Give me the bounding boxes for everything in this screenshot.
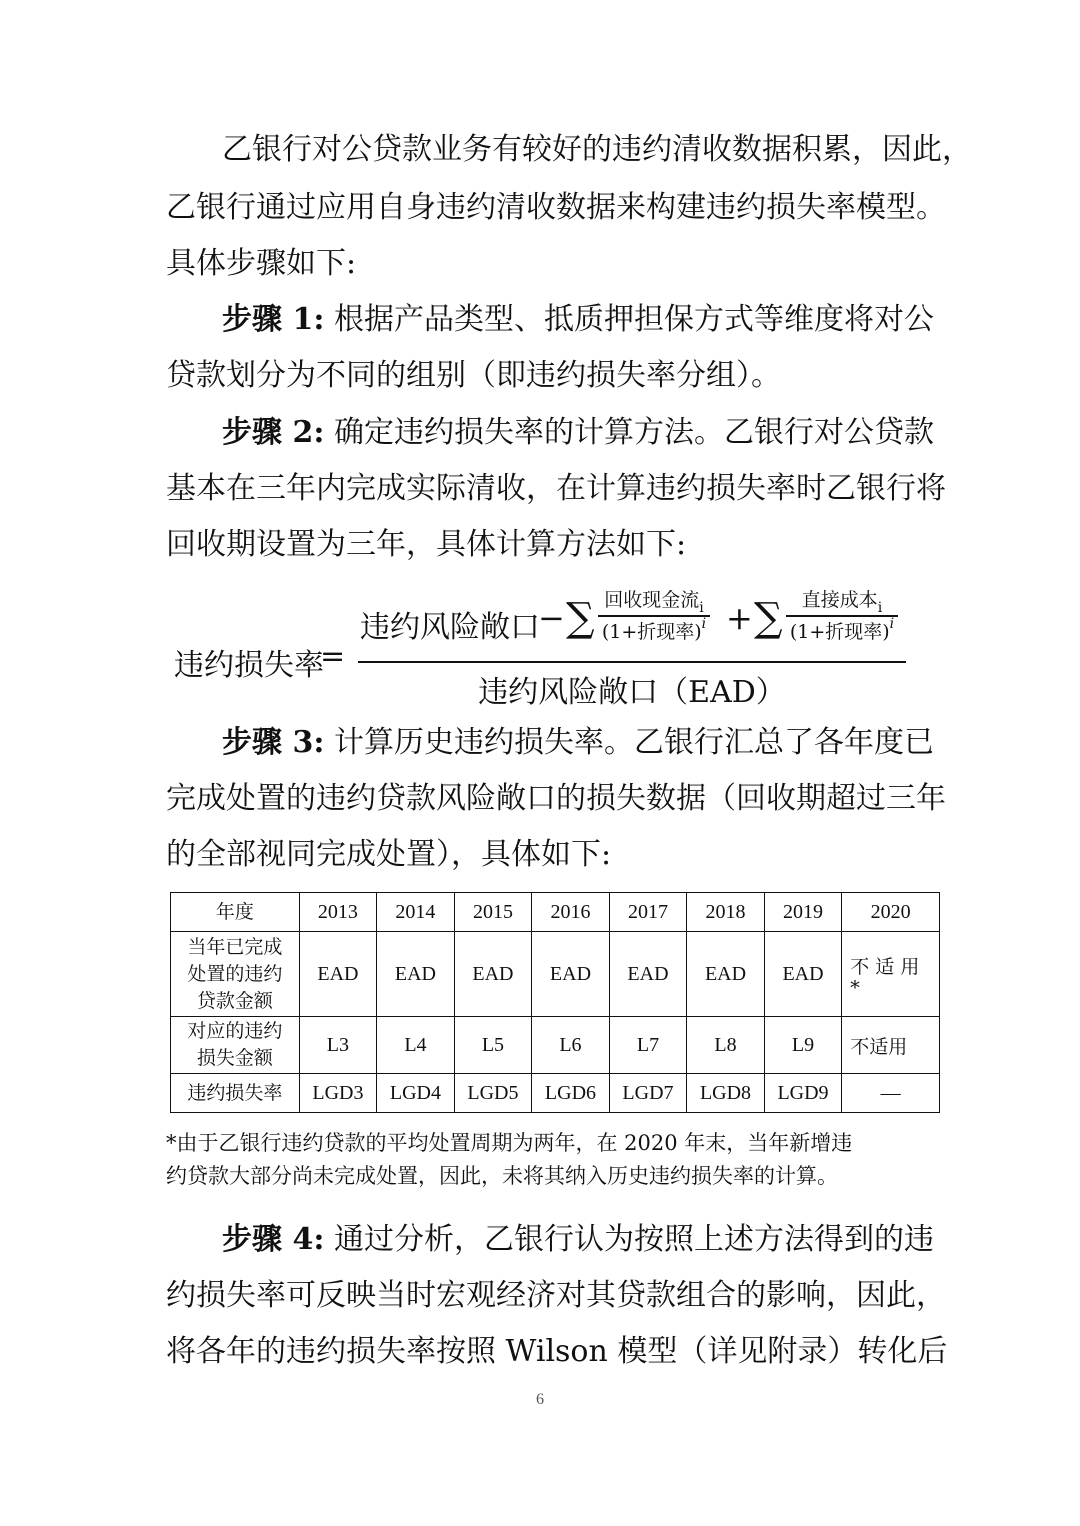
row-label-lgd: 违约损失率 — [171, 1074, 300, 1113]
table-cell: L6 — [532, 1017, 610, 1074]
minus-sign: − — [538, 599, 565, 637]
fraction-cost-top: 直接成本 — [801, 589, 878, 611]
row-label-ead — [171, 932, 300, 1017]
fraction-cost-bottom: (1+折现率) — [789, 620, 890, 643]
step4-line-2: 约损失率可反映当时宏观经济对其贷款组合的影响，因此， — [166, 1278, 946, 1313]
main-fraction-bar — [358, 661, 906, 663]
page-number: 6 — [536, 1391, 544, 1408]
step2-label: 步骤 2: — [222, 415, 325, 450]
table-header-cell: 2013 — [299, 893, 377, 932]
step2-text-1: 确定违约损失率的计算方法。乙银行对公贷款 — [333, 415, 934, 450]
table-cell: LGD6 — [532, 1074, 610, 1113]
step3-line-1 — [222, 723, 934, 763]
table-header-row — [171, 893, 940, 932]
table-cell: LGD7 — [609, 1074, 687, 1113]
fraction-recovery-bottom: (1+折现率) — [601, 620, 702, 643]
table-cell: EAD — [377, 932, 455, 1017]
step1-text-1: 根据产品类型、抵质押担保方式等维度将对公 — [333, 302, 934, 337]
step4-text-1: 通过分析，乙银行认为按照上述方法得到的违 — [333, 1222, 934, 1257]
table-cell: EAD — [609, 932, 687, 1017]
lgd-formula — [170, 585, 930, 710]
row-label-line: 当年已完成 — [187, 935, 283, 958]
table-header-cell: 2016 — [532, 893, 610, 932]
table-row — [171, 1074, 940, 1113]
formula-lhs: 违约损失率 — [174, 648, 324, 683]
step2-line-2: 基本在三年内完成实际清收，在计算违约损失率时乙银行将 — [166, 471, 946, 506]
table-cell: L8 — [687, 1017, 765, 1074]
subscript-i: i — [877, 600, 883, 616]
row-label-line: 损失金额 — [196, 1047, 273, 1069]
table-cell: L3 — [299, 1017, 377, 1074]
row-label-line: 贷款金额 — [196, 989, 273, 1012]
table-header-cell: 2014 — [377, 893, 455, 932]
table-cell: L7 — [609, 1017, 687, 1074]
table-cell: 不适用 — [842, 1017, 940, 1074]
table-cell: EAD — [764, 932, 842, 1017]
formula-equals: = — [320, 639, 346, 674]
table-cell: L9 — [764, 1017, 842, 1074]
exponent-i: i — [701, 615, 707, 632]
intro-line-3: 具体步骤如下: — [166, 246, 357, 281]
footnote-marker: * — [850, 976, 860, 999]
table-header-cell: 年度 — [171, 893, 300, 932]
row-label-line: 对应的违约 — [187, 1020, 283, 1042]
fraction-recovery-top: 回收现金流 — [604, 589, 700, 611]
table-header-cell: 2018 — [687, 893, 765, 932]
step2-line-3: 回收期设置为三年，具体计算方法如下: — [166, 527, 687, 562]
table-cell: EAD — [687, 932, 765, 1017]
plus-sign: + — [726, 599, 753, 637]
fraction-recovery — [594, 585, 714, 645]
row-label-loss — [171, 1017, 300, 1074]
step1-line-2: 贷款划分为不同的组别（即违约损失率分组）。 — [166, 358, 781, 393]
table-cell: L5 — [454, 1017, 532, 1074]
table-header-cell: 2015 — [454, 893, 532, 932]
table-cell: LGD3 — [299, 1074, 377, 1113]
footnote-line-2: 约贷款大部分尚未完成处置，因此，未将其纳入历史违约损失率的计算。 — [166, 1164, 838, 1188]
cell-line: 不 适 用 — [850, 955, 920, 978]
table-row — [171, 1017, 940, 1074]
table-cell: — — [842, 1074, 940, 1113]
table-cell: LGD8 — [687, 1074, 765, 1113]
table-header-cell: 2020 — [842, 893, 940, 932]
step3-label: 步骤 3: — [222, 725, 325, 760]
numerator-ead: 违约风险敞口 — [360, 610, 540, 645]
table-cell: L4 — [377, 1017, 455, 1074]
step3-line-3: 的全部视同完成处置），具体如下: — [166, 837, 612, 872]
table-cell: EAD — [454, 932, 532, 1017]
step1-line-1 — [222, 300, 934, 340]
table-cell: LGD5 — [454, 1074, 532, 1113]
step4-line-1 — [222, 1220, 934, 1260]
sigma-symbol-2: ∑ — [754, 595, 783, 641]
step4-label: 步骤 4: — [222, 1222, 325, 1257]
row-label-line: 处置的违约 — [187, 962, 283, 985]
lgd-history-table — [170, 892, 940, 1113]
step2-line-1 — [222, 413, 934, 453]
table-header-cell: 2017 — [609, 893, 687, 932]
formula-numerator — [358, 585, 906, 661]
table-cell: EAD — [532, 932, 610, 1017]
step3-text-1: 计算历史违约损失率。乙银行汇总了各年度已 — [333, 725, 934, 760]
table-header-cell: 2019 — [764, 893, 842, 932]
step1-label: 步骤 1: — [222, 302, 325, 337]
formula-denominator: 违约风险敞口（EAD） — [478, 675, 786, 710]
table-cell: EAD — [299, 932, 377, 1017]
footnote-line-1: *由于乙银行违约贷款的平均处置周期为两年，在 2020 年末，当年新增违 — [166, 1131, 853, 1155]
exponent-i: i — [889, 615, 895, 632]
intro-line-1: 乙银行对公贷款业务有较好的违约清收数据积累，因此， — [222, 132, 972, 167]
intro-line-2: 乙银行通过应用自身违约清收数据来构建违约损失率模型。 — [166, 190, 946, 225]
table-cell: LGD9 — [764, 1074, 842, 1113]
step4-line-3: 将各年的违约损失率按照 Wilson 模型（详见附录）转化后 — [166, 1334, 948, 1369]
sigma-symbol-1: ∑ — [566, 595, 595, 641]
subscript-i: i — [699, 600, 704, 616]
table-row — [171, 932, 940, 1017]
table-cell: LGD4 — [377, 1074, 455, 1113]
fraction-cost — [782, 585, 902, 645]
table-cell-not-applicable — [842, 932, 940, 1017]
step3-line-2: 完成处置的违约贷款风险敞口的损失数据（回收期超过三年 — [166, 781, 946, 816]
